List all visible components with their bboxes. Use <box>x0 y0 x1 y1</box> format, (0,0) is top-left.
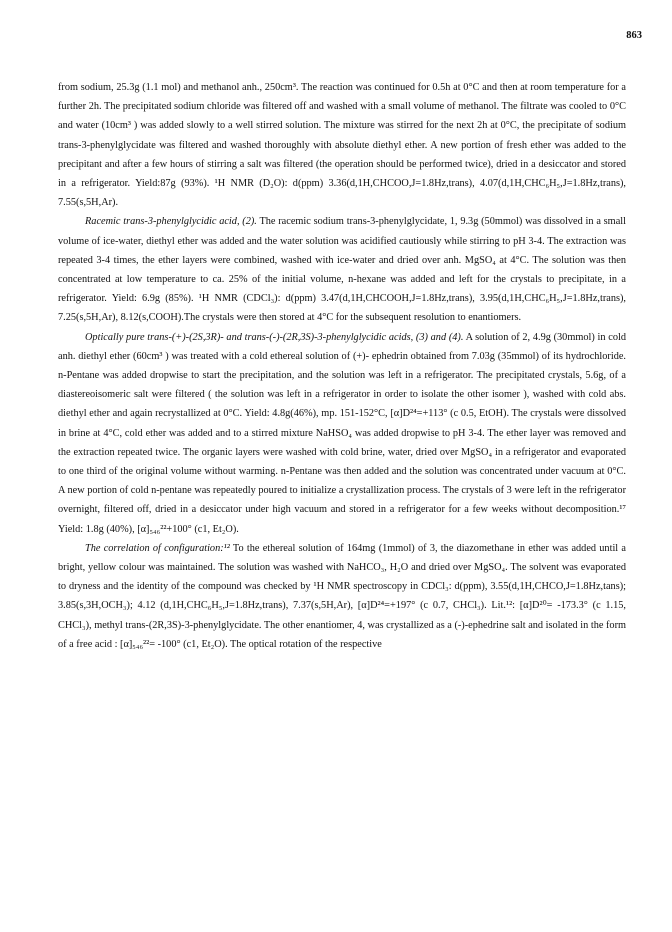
paragraph-2-heading: Racemic trans-3-phenylglycidic acid, (2). <box>85 216 257 228</box>
paragraph-2 <box>58 212 626 327</box>
paragraph-4-heading: The correlation of configuration:¹² <box>85 542 230 554</box>
paragraph-2-text: The racemic sodium trans-3-phenylglycidate, 1, 9.3g (50mmol) was dissolved in a small volume of ice-water, diethyl ether was added and the water solution was acidified cautiously while stirring to pH 3-4. The extraction was repeated 3-4 times, the ether layers were combined, washed with ice-water and dried over anh. MgSO₄ at 4°C. The solution was then concentrated at low temperature to ca. 25% of the initial volume, n-hexane was added and left for the crystals to precipitate, in a refrigerator. Yield: 6.9g (85%). ¹H NMR (CDCl₃): d(ppm) 3.47(d,1H,CHCOOH,J=1.8Hz,trans), 3.95(d,1H,CHC₆H₅,J=1.8Hz,trans), 7.25(s,5H,Ar), 8.12(s,COOH).The crystals were then stored at 4°C for the subsequent resolution to enantiomers. <box>58 216 626 324</box>
page-number: 863 <box>626 30 642 41</box>
article-body <box>58 78 626 654</box>
paragraph-1-text: from sodium, 25.3g (1.1 mol) and methanol anh., 250cm³. The reaction was continued for 0.5h at 0°C and then at room temperature for a further 2h. The precipitated sodium chloride was filtered off and washed with a small volume of methanol. The filtrate was cooled to 0°C and water (10cm³ ) was added slowly to a well stirred solution. The mixture was stirred for the next 2h at 0°C, the precipitate of sodium trans-3-phenylglycidate was filtered and washed thoroughly with absolute diethyl ether. A new portion of fresh ether was added to the precipitant and after a few hours of stirring a salt was filtered (the operation should be performed twice), dried in a desiccator and stored in a refrigerator. Yield:87g (93%). ¹H NMR (D₂O): d(ppm) 3.36(d,1H,CHCOO,J=1.8Hz,trans), 4.07(d,1H,CHC₆H₅,J=1.8Hz,trans), 7.55(s,5H,Ar). <box>58 82 626 209</box>
paragraph-3-heading: Optically pure trans-(+)-(2S,3R)- and trans-(-)-(2R,3S)-3-phenylglycidic acids, (3) and (4). <box>85 331 464 343</box>
paragraph-4 <box>58 539 626 654</box>
paragraph-4-text: To the ethereal solution of 164mg (1mmol) of 3, the diazomethane in ether was added until a bright, yellow colour was maintained. The solution was washed with NaHCO₃, H₂O and dried over MgSO₄. The solvent was evaporated to dryness and the identity of the compound was checked by ¹H NMR spectroscopy in CDCl₃: d(ppm), 3.55(d,1H,CHCO,J=1.8Hz,tans); 3.85(s,3H,OCH₃); 4.12 (d,1H,CHC₆H₅,J=1.8Hz,trans), 7.37(s,5H,Ar), [α]D²⁴=+197° (c 0.7, CHCl₃). Lit.¹²: [α]D²⁰= -173.3° (c 1.15, CHCl₃), methyl trans-(2R,3S)-3-phenylglycidate. The other enantiomer, 4, was crystallized as a (-)-ephedrine salt and isolated in the form of a free acid : [α]₅₄₆²²= -100° (c1, Et₂O). The optical rotation of the respective <box>58 542 627 650</box>
paragraph-1 <box>58 78 626 212</box>
paragraph-3 <box>58 328 626 539</box>
paragraph-3-text: A solution of 2, 4.9g (30mmol) in cold anh. diethyl ether (60cm³ ) was treated with a cold ethereal solution of (+)- ephedrin obtained from 7.03g (35mmol) of its hydrochloride. n-Pentane was added dropwise to start the precipitation, and the solution was left in a refrigerator. The precipitated crystals, 5.6g, of a diastereoisomeric salt were filtered ( the solution was left in a refrigerator in order to isolate the other isomer ), washed with cold abs. diethyl ether and again recrystallized at 0°C. Yield: 4.8g(46%), mp. 151-152°C, [α]D²⁴=+113° (c 0.5, EtOH). The crystals were dissolved in brine at 4°C, cold ether was added and to a stirred mixture NaHSO₄ was added dropwise to pH 3-4. The ether layer was removed and the extraction repeated twice. The organic layers were washed with cold brine, water, dried over MgSO₄ in a refrigerator and evaporated to one third of the original volume without warming. n-Pentane was then added and the solution was concentrated under vacuum at 0°C. A new portion of cold n-pentane was repeatedly poured to initialize a crystallization process. The crystals of 3 were left in the refrigerator overnight, filtered off, dried in a desiccator under high vacuum and stored in a refrigerator for a few weeks without decomposition.¹⁷ Yield: 1.8g (40%), [α]₅₄₆²²+100° (c1, Et₂O). <box>58 331 626 535</box>
